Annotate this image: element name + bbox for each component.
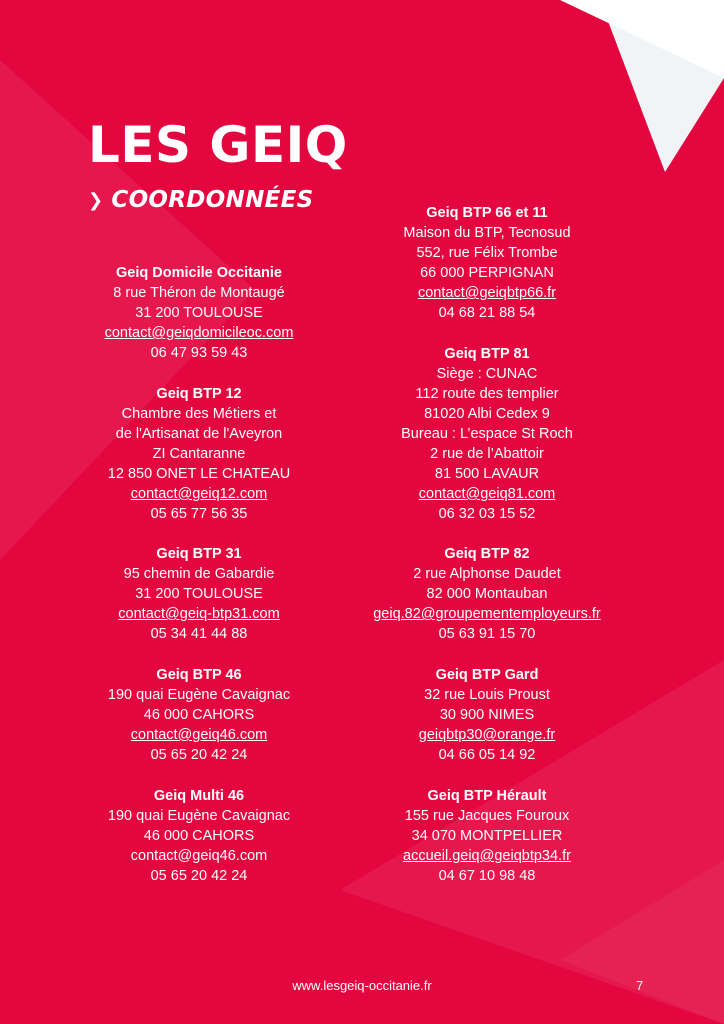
contact-name: Geiq BTP 66 et 11 <box>426 205 548 221</box>
address-line: 82 000 Montauban <box>426 586 548 602</box>
phone-number: 05 65 20 42 24 <box>150 747 248 763</box>
email-link[interactable]: geiq.82@groupementemployeurs.fr <box>373 606 601 622</box>
phone-number: 04 66 05 14 92 <box>438 747 536 763</box>
contact-name: Geiq BTP 12 <box>156 386 242 402</box>
subtitle-text: COORDONNÉES <box>111 187 314 213</box>
address-line: Chambre des Métiers et <box>121 406 277 422</box>
phone-number: 05 34 41 44 88 <box>150 626 248 642</box>
phone-number: 04 67 10 98 48 <box>438 868 536 884</box>
address-line: 30 900 NIMES <box>439 707 535 723</box>
address-line: Siège : CUNAC <box>436 366 538 382</box>
email-link[interactable]: geiqbtp30@orange.fr <box>418 727 556 743</box>
contact-name: Geiq BTP Hérault <box>427 788 547 804</box>
address-line: 81 500 LAVAUR <box>434 466 540 482</box>
contact-name: Geiq BTP Gard <box>435 667 539 683</box>
address-line: 112 route des templier <box>415 386 559 402</box>
phone-number: 05 65 77 56 35 <box>150 506 248 522</box>
address-line: 46 000 CAHORS <box>143 707 255 723</box>
contact-name: Geiq Domicile Occitanie <box>116 265 282 281</box>
address-line: 2 rue Alphonse Daudet <box>413 566 561 582</box>
phone-number: 04 68 21 88 54 <box>438 305 536 321</box>
address-line: 190 quai Eugène Cavaignac <box>107 687 291 703</box>
contact-card-btp-82 <box>337 544 637 644</box>
contact-card-multi-46 <box>48 786 350 886</box>
contact-card-btp-66-11 <box>337 203 637 323</box>
address-line: 190 quai Eugène Cavaignac <box>107 808 291 824</box>
contact-name: Geiq BTP 31 <box>156 546 242 562</box>
address-line: 81020 Albi Cedex 9 <box>424 406 550 422</box>
phone-number: 05 63 91 15 70 <box>438 626 536 642</box>
address-line: 8 rue Théron de Montaugé <box>113 285 285 301</box>
email-link[interactable]: accueil.geiq@geiqbtp34.fr <box>403 848 571 864</box>
page-subtitle <box>88 189 314 212</box>
contact-name: Geiq BTP 46 <box>156 667 242 683</box>
email-text: contact@geiq46.com <box>130 848 268 864</box>
address-line: 95 chemin de Gabardie <box>123 566 275 582</box>
phone-number: 05 65 20 42 24 <box>150 868 248 884</box>
email-link[interactable]: contact@geiq81.com <box>418 486 556 502</box>
contact-card-btp-herault <box>337 786 637 886</box>
address-line: 34 070 MONTPELLIER <box>411 828 563 844</box>
page-title: LES GEIQ <box>88 116 348 174</box>
address-line: 155 rue Jacques Fouroux <box>404 808 570 824</box>
contact-card-btp-46 <box>48 665 350 765</box>
contact-name: Geiq Multi 46 <box>153 788 245 804</box>
contact-card-btp-81 <box>337 344 637 524</box>
phone-number: 06 47 93 59 43 <box>150 345 248 361</box>
page-number: 7 <box>636 978 644 993</box>
footer-website[interactable]: www.lesgeiq-occitanie.fr <box>292 978 432 993</box>
address-line: 31 200 TOULOUSE <box>135 586 263 602</box>
chevron-right-icon: ❯ <box>88 189 104 211</box>
address-line: 46 000 CAHORS <box>143 828 255 844</box>
address-line: Maison du BTP, Tecnosud <box>403 225 571 241</box>
address-line: 2 rue de l’Abattoir <box>430 446 544 462</box>
contact-card-btp-gard <box>337 665 637 765</box>
email-link[interactable]: contact@geiqbtp66.fr <box>417 285 557 301</box>
address-line: Bureau : L’espace St Roch <box>401 426 573 442</box>
address-line: 31 200 TOULOUSE <box>135 305 263 321</box>
contact-card-btp-31 <box>48 544 350 644</box>
contact-card-domicile-occitanie <box>48 263 350 363</box>
address-line: 12 850 ONET LE CHATEAU <box>107 466 291 482</box>
address-line: 32 rue Louis Proust <box>424 687 550 703</box>
address-line: 552, rue Félix Trombe <box>416 245 558 261</box>
address-line: 66 000 PERPIGNAN <box>420 265 554 281</box>
phone-number: 06 32 03 15 52 <box>438 506 536 522</box>
contact-name: Geiq BTP 82 <box>444 546 530 562</box>
email-link[interactable]: contact@geiq46.com <box>130 727 268 743</box>
address-line: ZI Cantaranne <box>152 446 246 462</box>
contact-name: Geiq BTP 81 <box>444 346 530 362</box>
email-link[interactable]: contact@geiq12.com <box>130 486 268 502</box>
email-link[interactable]: contact@geiqdomicileoc.com <box>104 325 294 341</box>
contact-card-btp-12 <box>48 384 350 524</box>
address-line: de l'Artisanat de l'Aveyron <box>115 426 283 442</box>
email-link[interactable]: contact@geiq-btp31.com <box>118 606 280 622</box>
